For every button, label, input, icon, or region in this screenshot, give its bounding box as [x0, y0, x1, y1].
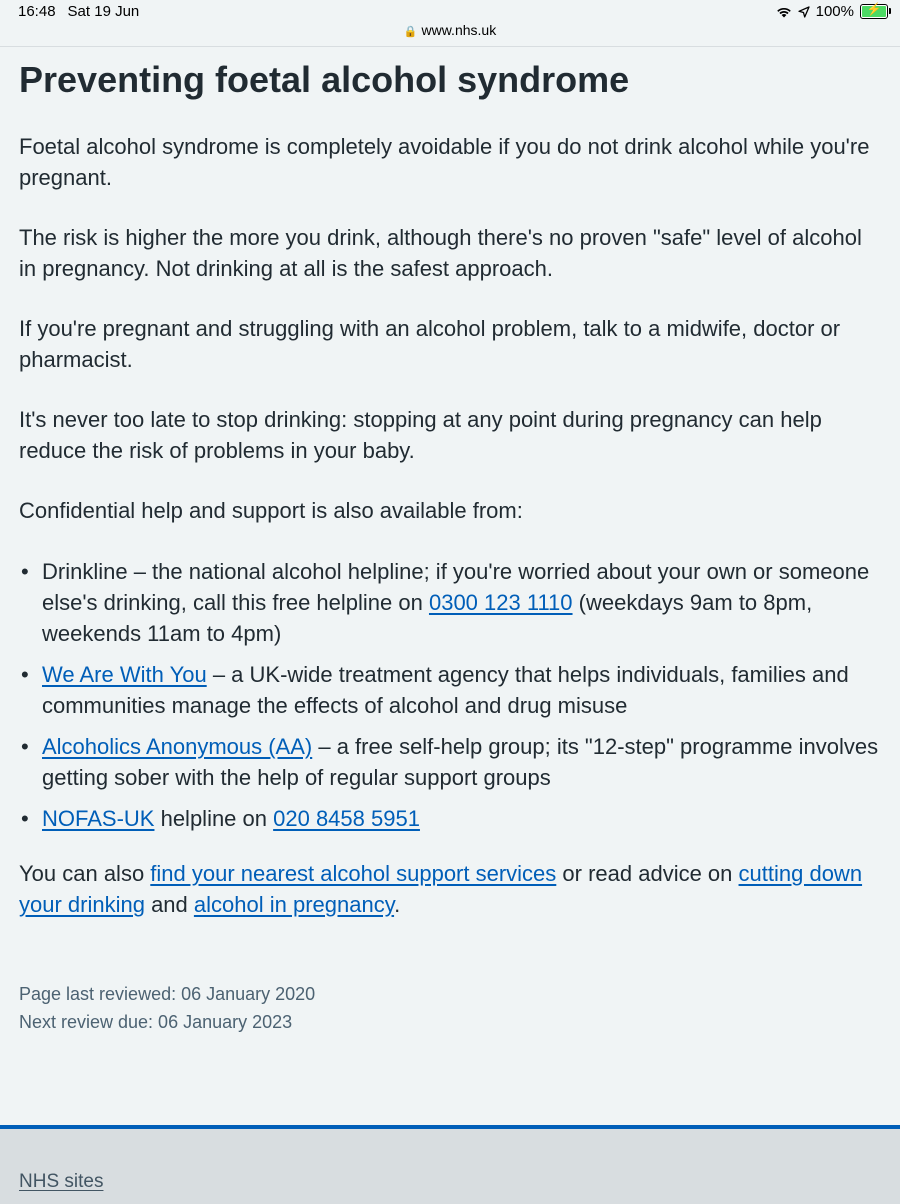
page-last-reviewed: Page last reviewed: 06 January 2020 [19, 984, 316, 1004]
battery-icon [860, 4, 888, 19]
paragraph-also [19, 858, 879, 920]
status-bar [0, 0, 900, 47]
footer [0, 1125, 900, 1204]
nofas-uk-link[interactable]: NOFAS-UK [42, 806, 155, 831]
bullet: • [21, 559, 29, 584]
also-text-3: and [144, 892, 194, 917]
drinkline-phone-link[interactable]: 0300 123 1110 [428, 590, 573, 615]
we-are-with-you-text: – a UK-wide treatment agency that helps individuals, families and communities manage the effects of alcohol and drug misuse [42, 662, 849, 718]
cutting-down-drinking-link[interactable]: cutting down your drinking [19, 861, 863, 917]
list-item-aa [19, 731, 879, 793]
also-text-4: . [394, 892, 401, 917]
also-text-2: or read advice on [556, 861, 739, 886]
nofas-text: helpline on [154, 806, 274, 831]
paragraph-never-too-late: It's never too late to stop drinking: stopping at any point during pregnancy can help reduce the risk of problems in your baby. [19, 407, 822, 463]
page-title: Preventing foetal alcohol syndrome [19, 59, 630, 100]
drinkline-hours-text: (weekdays 9am to 8pm, weekends 11am to 4pm) [42, 590, 813, 646]
bullet: • [21, 806, 29, 831]
also-text-1: You can also [19, 861, 151, 886]
paragraph-struggling: If you're pregnant and struggling with an alcohol problem, talk to a midwife, doctor or pharmacist. [19, 316, 841, 372]
charging-bolt-icon: ⚡ [866, 2, 882, 16]
battery-percentage: 100% [815, 3, 854, 20]
next-review-due: Next review due: 06 January 2023 [19, 1012, 293, 1032]
status-date: Sat 19 Jun [67, 3, 140, 20]
paragraph-risk: The risk is higher the more you drink, although there's no proven "safe" level of alcohol in pregnancy. Not drinking at all is the safest approach. [19, 225, 862, 281]
list-item-drinkline [19, 556, 879, 649]
alcohol-in-pregnancy-link[interactable]: alcohol in pregnancy [193, 892, 395, 917]
status-indicators [776, 3, 888, 20]
location-arrow-icon [798, 6, 810, 18]
support-list [19, 556, 879, 834]
bullet: • [21, 662, 29, 687]
paragraph-avoidable: Foetal alcohol syndrome is completely avoidable if you do not drink alcohol while you're pregnant. [19, 134, 870, 190]
review-dates [19, 980, 879, 1036]
status-time-date [18, 3, 151, 20]
bullet: • [21, 734, 29, 759]
wifi-icon [776, 6, 792, 18]
nhs-sites-link[interactable]: NHS sites [19, 1171, 104, 1192]
lock-icon: 🔒 [403, 26, 418, 38]
list-item-we-are-with-you [19, 659, 879, 721]
list-item-nofas [19, 803, 879, 834]
find-support-services-link[interactable]: find your nearest alcohol support services [150, 861, 557, 886]
nofas-phone-link[interactable]: 020 8458 5951 [273, 806, 420, 831]
url-text: www.nhs.uk [421, 22, 497, 38]
article-content [19, 58, 879, 1036]
address-bar[interactable] [0, 22, 900, 38]
paragraph-support-intro: Confidential help and support is also available from: [19, 498, 523, 523]
we-are-with-you-link[interactable]: We Are With You [42, 662, 207, 687]
status-time: 16:48 [18, 3, 56, 20]
alcoholics-anonymous-link[interactable]: Alcoholics Anonymous (AA) [42, 734, 313, 759]
aa-text: – a free self-help group; its "12-step" programme involves getting sober with the help of regular support groups [42, 734, 879, 790]
drinkline-text: Drinkline – the national alcohol helpline; if you're worried about your own or someone else's drinking, call this free helpline on [42, 559, 870, 615]
